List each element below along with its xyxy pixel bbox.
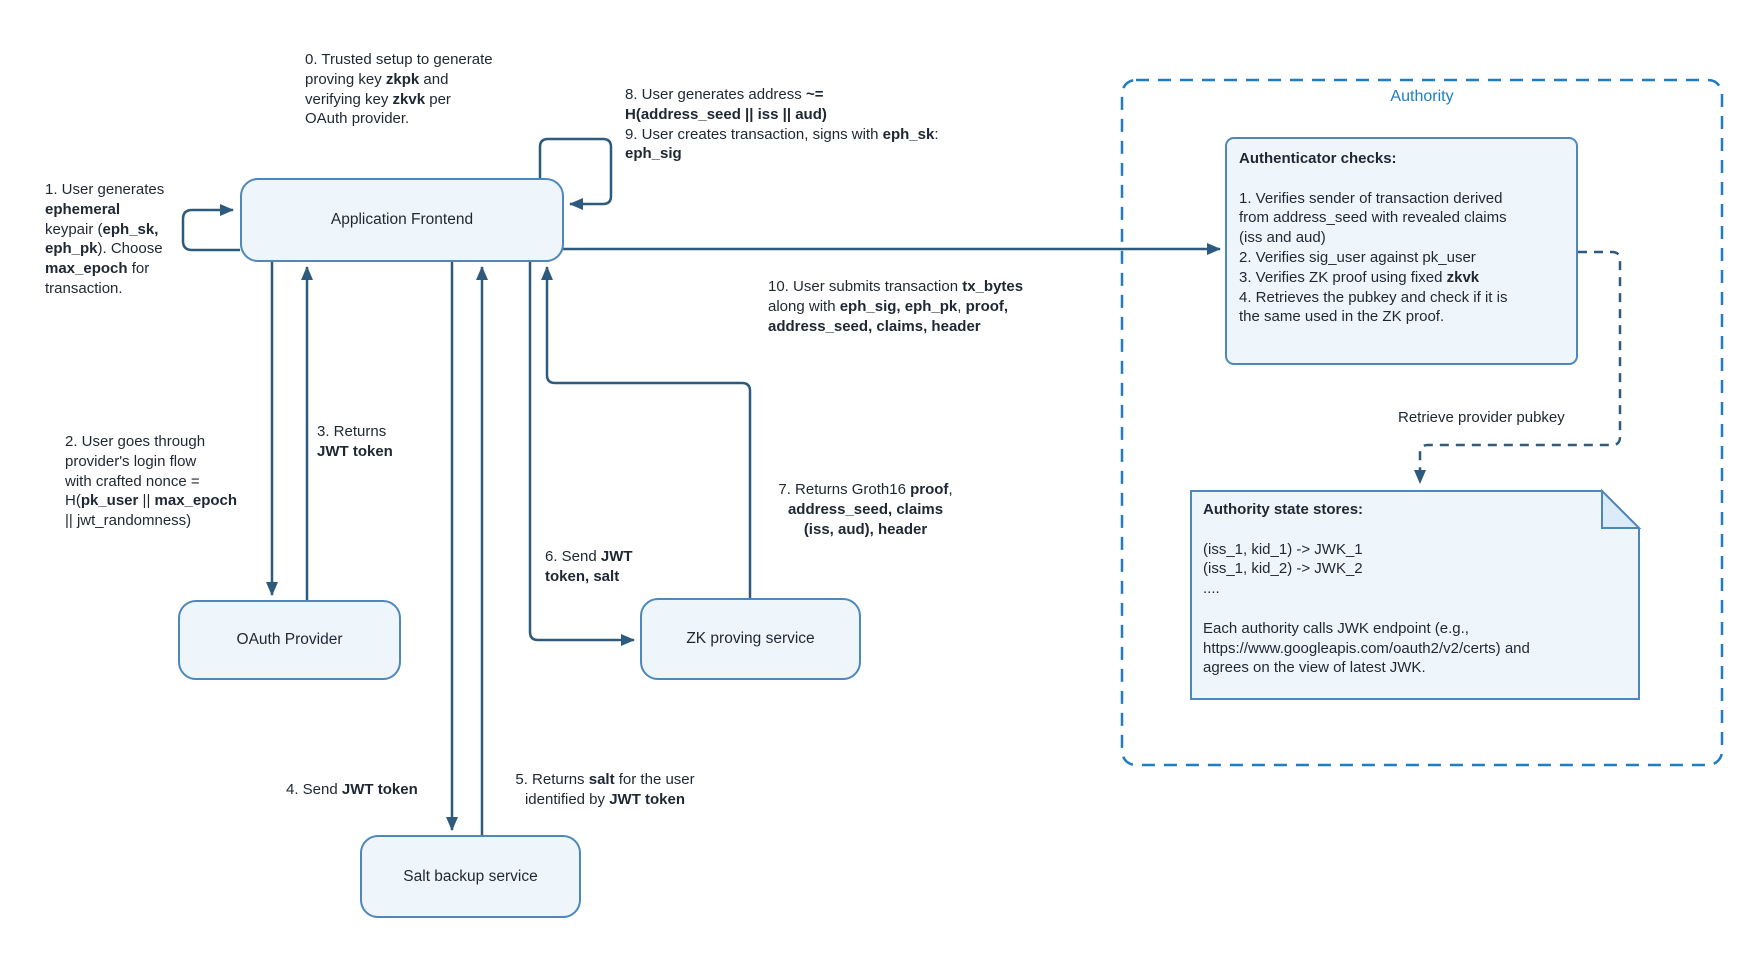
annotation-step-5: 5. Returns salt for the user identified by JWT token — [515, 771, 695, 808]
node-oauth-provider — [178, 600, 401, 680]
annotation-step-10: 10. User submits transaction tx_bytes along with eph_sig, eph_pk, proof, address_seed, claims, header — [768, 278, 1024, 335]
authority-group-title: Authority — [1390, 88, 1454, 105]
node-application-frontend-label: Application Frontend — [330, 211, 474, 228]
node-salt-backup-service-label: Salt backup service — [403, 867, 538, 885]
annotation-step-0: 0. Trusted setup to generate proving key zkpk and verifying key zkvk per OAuth provider. — [305, 51, 493, 128]
authenticator-checks-text: Authenticator checks: 1. Verifies sender of transaction derived from address_seed with revealed claims (iss and aud) 2. Verifies sig_user against pk_user 3. Verifies ZK proof using fixed zkvk 4. Retrieves the pubkey and check if it is the same used in the ZK proof. — [1239, 150, 1508, 326]
annotation-step-7: 7. Returns Groth16 proof, address_seed, claims (iss, aud), header — [778, 481, 953, 538]
annotation-step-4: 4. Send JWT token — [286, 781, 418, 798]
node-application-frontend — [240, 178, 564, 262]
authority-state-stores-text: Authority state stores: (iss_1, kid_1) -> JWK_1 (iss_1, kid_2) -> JWK_2 .... Each authority calls JWK endpoint (e.g., https://www.googleapis.com/oauth2/v2/certs) and agrees on the view of latest JWK. — [1203, 501, 1530, 677]
authenticator-checks-panel — [1225, 137, 1578, 365]
annotation-step-6: 6. Send JWT token, salt — [545, 548, 633, 585]
annotation-retrieve-provider-pubkey: Retrieve provider pubkey — [1398, 409, 1565, 426]
annotation-step-2: 2. User goes through provider's login flow with crafted nonce = H(pk_user || max_epoch || jwt_randomness) — [65, 433, 238, 530]
node-oauth-provider-label: OAuth Provider — [236, 631, 343, 648]
node-zk-proving-service-label: ZK proving service — [686, 630, 815, 647]
annotation-step-8-9: 8. User generates address ~= H(address_seed || iss || aud) 9. User creates transaction, signs with eph_sk: eph_sig — [625, 86, 939, 163]
annotation-step-1: 1. User generates ephemeral keypair (eph_sk, eph_pk). Choose max_epoch for transaction. — [45, 181, 165, 297]
node-zk-proving-service — [640, 598, 861, 680]
annotation-step-3: 3. Returns JWT token — [317, 423, 393, 460]
node-salt-backup-service — [360, 835, 581, 918]
